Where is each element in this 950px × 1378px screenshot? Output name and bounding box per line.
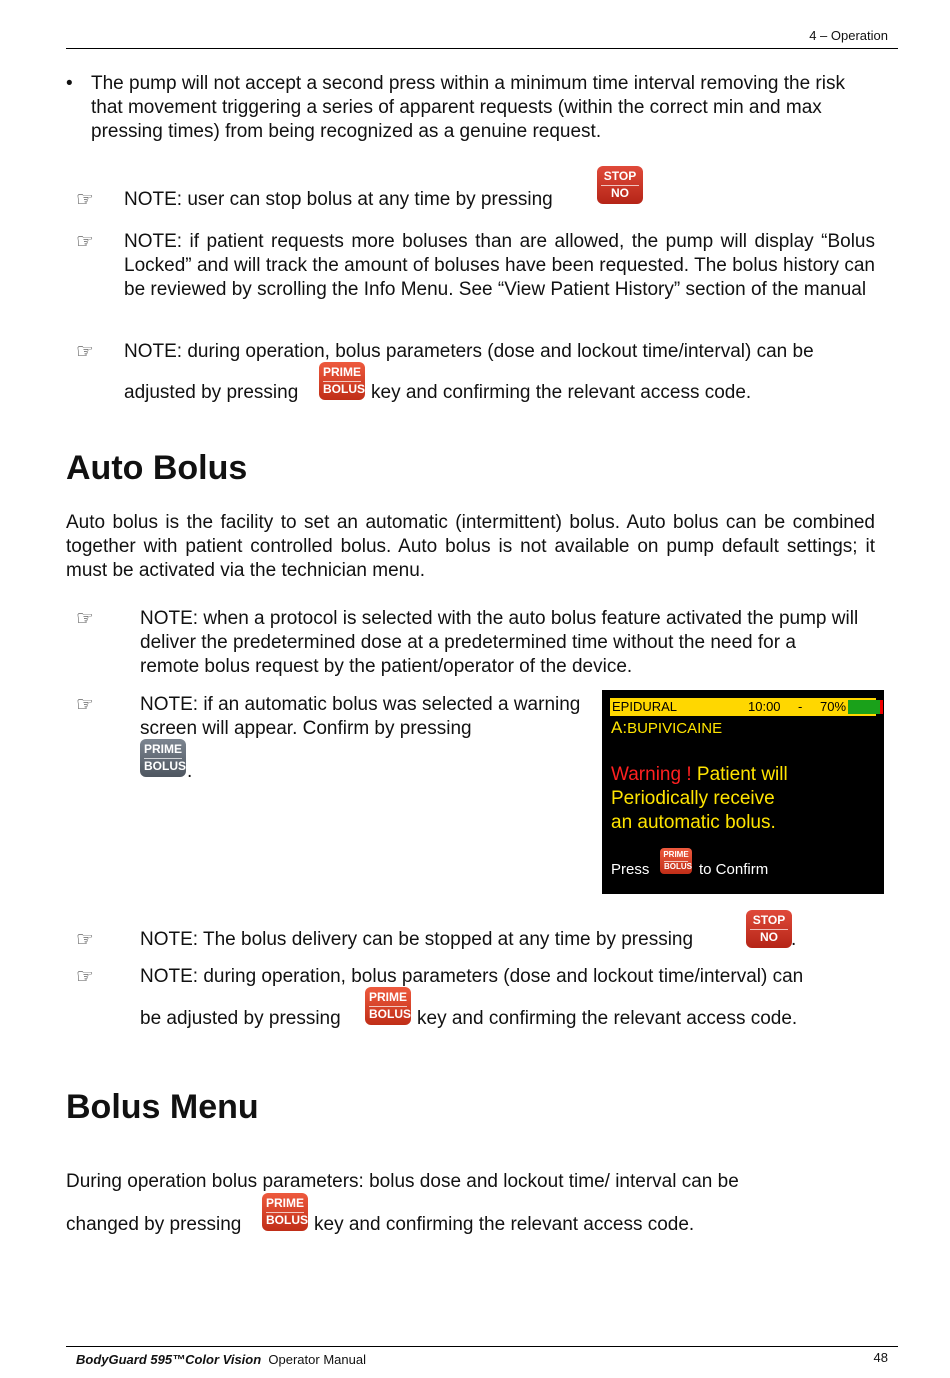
page-number: 48 [873, 1350, 888, 1365]
prime-bolus-key-icon: PRIME BOLUS [365, 987, 411, 1025]
note-auto-bolus-protocol: NOTE: when a protocol is selected with the auto bolus feature activated the pump will deliver the predetermined dose at a predetermined time without the need for a remote bolus request by the patient/operator of the device. [140, 608, 859, 677]
note-warning-screen: NOTE: if an automatic bolus was selected a warning screen will appear. Confirm by pressing [140, 694, 581, 739]
prime-bolus-key-icon: PRIME BOLUS [262, 1193, 308, 1231]
battery-tip-icon [880, 700, 883, 714]
pointing-hand-icon: ☞ [76, 966, 94, 988]
confirm-label: to Confirm [699, 861, 769, 878]
pointing-hand-icon: ☞ [76, 189, 94, 211]
prime-bolus-key-icon: PRIME BOLUS [660, 848, 692, 874]
clock-label: 10:00 [748, 699, 781, 714]
note-bolus-locked: NOTE: if patient requests more boluses than are allowed, the pump will display “Bolus Locked” and will track the amount of boluses have been requested. The bolus history can be reviewed by scrolling the Info Menu. See “View Patient History” section of the manual [124, 231, 875, 300]
note-stop-bolus: NOTE: user can stop bolus at any time by pressing [124, 189, 553, 210]
footer-rule [66, 1346, 898, 1347]
stop-no-key-icon: STOP NO [746, 910, 792, 948]
warning-line-2: Periodically receive [611, 788, 775, 809]
bolus-menu-post: key and confirming the relevant access code. [314, 1214, 695, 1235]
note-bolus-params-2-pre: be adjusted by pressing [140, 1008, 341, 1029]
battery-percent: 70% [820, 699, 847, 714]
running-header: 4 – Operation [809, 28, 888, 43]
bolus-menu-pre: changed by pressing [66, 1214, 242, 1235]
note-bolus-params-line1: NOTE: during operation, bolus parameters (dose and lockout time/interval) can be [124, 341, 814, 362]
header-rule [66, 48, 898, 49]
bullet-paragraph: The pump will not accept a second press within a minimum time interval removing the risk that movement triggering a series of apparent requests (within the correct min and max pressing times) from being recognized as a genuine request. [91, 73, 845, 142]
note-bolus-params-2-line1: NOTE: during operation, bolus parameters (dose and lockout time/interval) can [140, 966, 804, 987]
pointing-hand-icon: ☞ [76, 608, 94, 630]
bullet-icon: • [66, 73, 73, 94]
status-bar [610, 698, 876, 716]
pointing-hand-icon: ☞ [76, 929, 94, 951]
warning-line-3: an automatic bolus. [611, 812, 776, 833]
drug-line: A:BUPIVICAINE [611, 718, 723, 737]
mode-label: EPIDURAL [612, 699, 678, 714]
note-stop-period: . [791, 929, 797, 950]
prime-bolus-key-icon: PRIME BOLUS [319, 362, 365, 400]
warning-line: Warning ! Patient will [611, 764, 788, 785]
footer-title: BodyGuard 595™Color Vision Operator Manual [76, 1352, 366, 1367]
section-heading-bolus-menu: Bolus Menu [66, 1088, 259, 1126]
pointing-hand-icon: ☞ [76, 694, 94, 716]
note-bolus-params-2-post: key and confirming the relevant access code. [417, 1008, 798, 1029]
section-heading-auto-bolus: Auto Bolus [66, 449, 248, 487]
battery-icon [848, 700, 880, 714]
status-separator: - [798, 699, 803, 714]
pointing-hand-icon: ☞ [76, 341, 94, 363]
prime-bolus-key-icon: PRIME BOLUS [140, 739, 186, 777]
pointing-hand-icon: ☞ [76, 231, 94, 253]
note-bolus-params-pre: adjusted by pressing [124, 382, 299, 403]
note-bolus-params-post: key and confirming the relevant access code. [371, 382, 752, 403]
auto-bolus-intro: Auto bolus is the facility to set an automatic (intermittent) bolus. Auto bolus can be combined together with patient controlled bolus. Auto bolus is not available on pump default settings; it must be activated via the technician menu. [66, 512, 875, 581]
note-stop-delivery: NOTE: The bolus delivery can be stopped at any time by pressing [140, 929, 694, 950]
note-warning-period: . [187, 761, 193, 782]
bolus-menu-line1: During operation bolus parameters: bolus dose and lockout time/ interval can be [66, 1171, 739, 1192]
pump-warning-screen [602, 690, 884, 894]
stop-no-key-icon: STOP NO [597, 166, 643, 204]
press-label: Press [611, 861, 650, 878]
